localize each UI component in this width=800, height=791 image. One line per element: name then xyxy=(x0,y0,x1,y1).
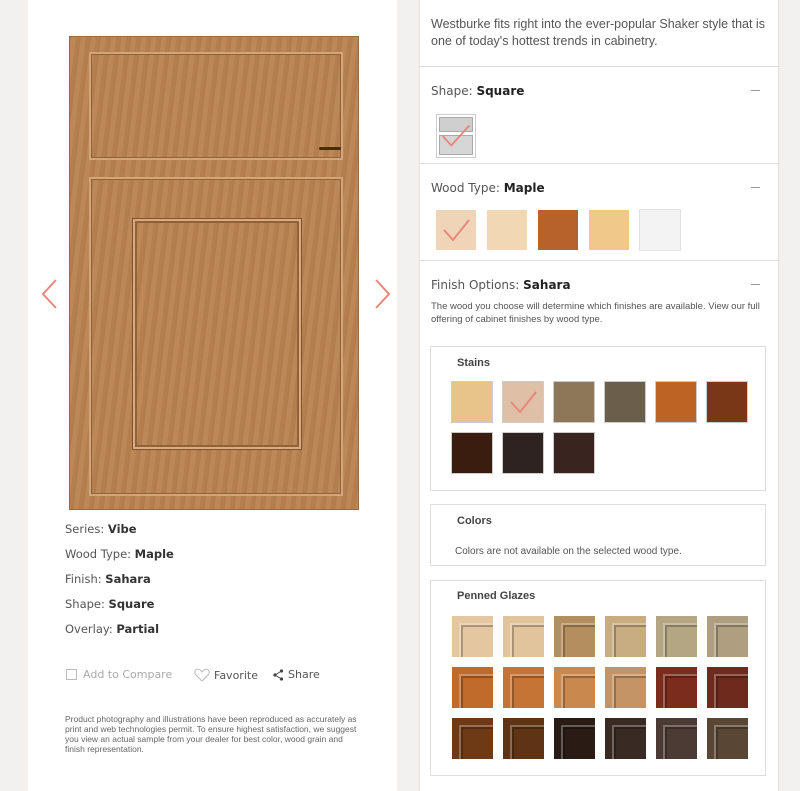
glaze-swatch[interactable] xyxy=(503,616,544,657)
spec-label: Overlay: xyxy=(65,622,113,636)
finish-label: Finish Options: xyxy=(431,278,520,292)
compare-checkbox[interactable] xyxy=(66,669,77,680)
glaze-swatch[interactable] xyxy=(503,667,544,708)
wood-swatch[interactable] xyxy=(487,210,527,250)
spec-label: Series: xyxy=(65,522,105,536)
penned-glazes-title: Penned Glazes xyxy=(457,590,536,602)
wood-type-title xyxy=(431,181,545,195)
glaze-swatch[interactable] xyxy=(452,616,493,657)
share-icon xyxy=(273,669,284,681)
compare-label: Add to Compare xyxy=(83,668,173,681)
product-disclaimer: Product photography and illustrations have been reproduced as accurately as print and web technologies permit. To ensure highest satisfaction, we suggest you view an actual sample from your dealer for best color, wood grain and finish representation. xyxy=(65,714,357,754)
stain-swatch[interactable] xyxy=(553,432,595,474)
colors-title: Colors xyxy=(457,515,492,527)
chevron-right-icon[interactable] xyxy=(370,277,394,311)
favorite-button[interactable] xyxy=(194,668,258,682)
spec-label: Wood Type: xyxy=(65,547,132,561)
glaze-swatch[interactable] xyxy=(554,667,595,708)
glaze-swatch[interactable] xyxy=(656,667,697,708)
finish-value: Sahara xyxy=(523,278,571,292)
collapse-shape-icon[interactable] xyxy=(751,90,760,91)
product-image-panel xyxy=(28,0,397,791)
door-lower-frame xyxy=(89,177,343,496)
spec-value: Sahara xyxy=(105,572,151,586)
wood-type-value: Maple xyxy=(503,181,545,195)
wood-swatch[interactable] xyxy=(436,210,476,250)
glaze-swatch[interactable] xyxy=(707,667,748,708)
finish-note: The wood you choose will determine which finishes are available. View our full offering of cabinet finishes by wood type. xyxy=(431,301,760,325)
checkmark-icon xyxy=(503,382,543,422)
share-label: Share xyxy=(288,668,320,681)
spec-wood-type xyxy=(65,545,174,570)
spec-value: Vibe xyxy=(107,522,137,536)
heart-icon xyxy=(194,668,210,682)
spec-shape xyxy=(65,595,174,620)
shape-section xyxy=(420,66,780,98)
colors-note: Colors are not available on the selected wood type. xyxy=(455,546,682,557)
product-intro: Westburke fits right into the ever-popular Shaker style that is one of today's hottest trends in cabinetry. xyxy=(431,17,765,48)
cabinet-door-image xyxy=(69,36,359,510)
shape-label: Shape: xyxy=(431,84,473,98)
spec-value: Maple xyxy=(134,547,174,561)
wood-knot xyxy=(319,147,341,150)
chevron-left-icon[interactable] xyxy=(38,277,62,311)
stains-box xyxy=(430,346,766,491)
glaze-swatch[interactable] xyxy=(605,667,646,708)
stains-title: Stains xyxy=(457,357,491,369)
shape-square-swatch[interactable] xyxy=(436,114,476,158)
glaze-swatch[interactable] xyxy=(452,718,493,759)
spec-series xyxy=(65,520,174,545)
options-panel xyxy=(419,0,779,791)
glaze-swatch[interactable] xyxy=(554,616,595,657)
penned-glazes-box xyxy=(430,580,766,776)
wood-type-label: Wood Type: xyxy=(431,181,500,195)
product-actions xyxy=(66,668,366,686)
share-button[interactable] xyxy=(273,668,320,681)
spec-finish xyxy=(65,570,174,595)
glaze-swatch[interactable] xyxy=(605,718,646,759)
checkmark-icon xyxy=(436,210,476,250)
door-top-drawer-panel xyxy=(89,52,343,160)
stain-swatch[interactable] xyxy=(502,381,544,423)
finish-section xyxy=(420,260,780,292)
glaze-swatch[interactable] xyxy=(503,718,544,759)
stain-swatch[interactable] xyxy=(451,381,493,423)
wood-swatch[interactable] xyxy=(640,210,680,250)
stain-swatch[interactable] xyxy=(706,381,748,423)
collapse-finish-icon[interactable] xyxy=(751,284,760,285)
spec-label: Shape: xyxy=(65,597,105,611)
checkmark-icon xyxy=(437,115,475,157)
spec-overlay xyxy=(65,620,174,645)
door-recessed-panel xyxy=(133,219,301,449)
wood-swatch[interactable] xyxy=(538,210,578,250)
wood-type-section xyxy=(420,163,780,195)
glaze-swatch[interactable] xyxy=(707,616,748,657)
glaze-swatch[interactable] xyxy=(707,718,748,759)
collapse-wood-type-icon[interactable] xyxy=(751,187,760,188)
stain-swatch[interactable] xyxy=(604,381,646,423)
add-to-compare[interactable] xyxy=(66,668,172,681)
glaze-swatch[interactable] xyxy=(656,718,697,759)
stain-swatch[interactable] xyxy=(655,381,697,423)
glaze-swatch[interactable] xyxy=(554,718,595,759)
stain-swatch[interactable] xyxy=(451,432,493,474)
colors-box xyxy=(430,504,766,566)
spec-value: Square xyxy=(108,597,155,611)
spec-value: Partial xyxy=(116,622,160,636)
glaze-swatch[interactable] xyxy=(656,616,697,657)
stain-swatch[interactable] xyxy=(502,432,544,474)
spec-label: Finish: xyxy=(65,572,102,586)
product-specs xyxy=(65,520,174,645)
shape-value: Square xyxy=(476,84,525,98)
shape-title xyxy=(431,84,524,98)
glaze-swatch[interactable] xyxy=(452,667,493,708)
finish-title xyxy=(431,278,571,292)
wood-swatch[interactable] xyxy=(589,210,629,250)
glaze-swatch[interactable] xyxy=(605,616,646,657)
favorite-label: Favorite xyxy=(214,668,258,682)
stain-swatch[interactable] xyxy=(553,381,595,423)
